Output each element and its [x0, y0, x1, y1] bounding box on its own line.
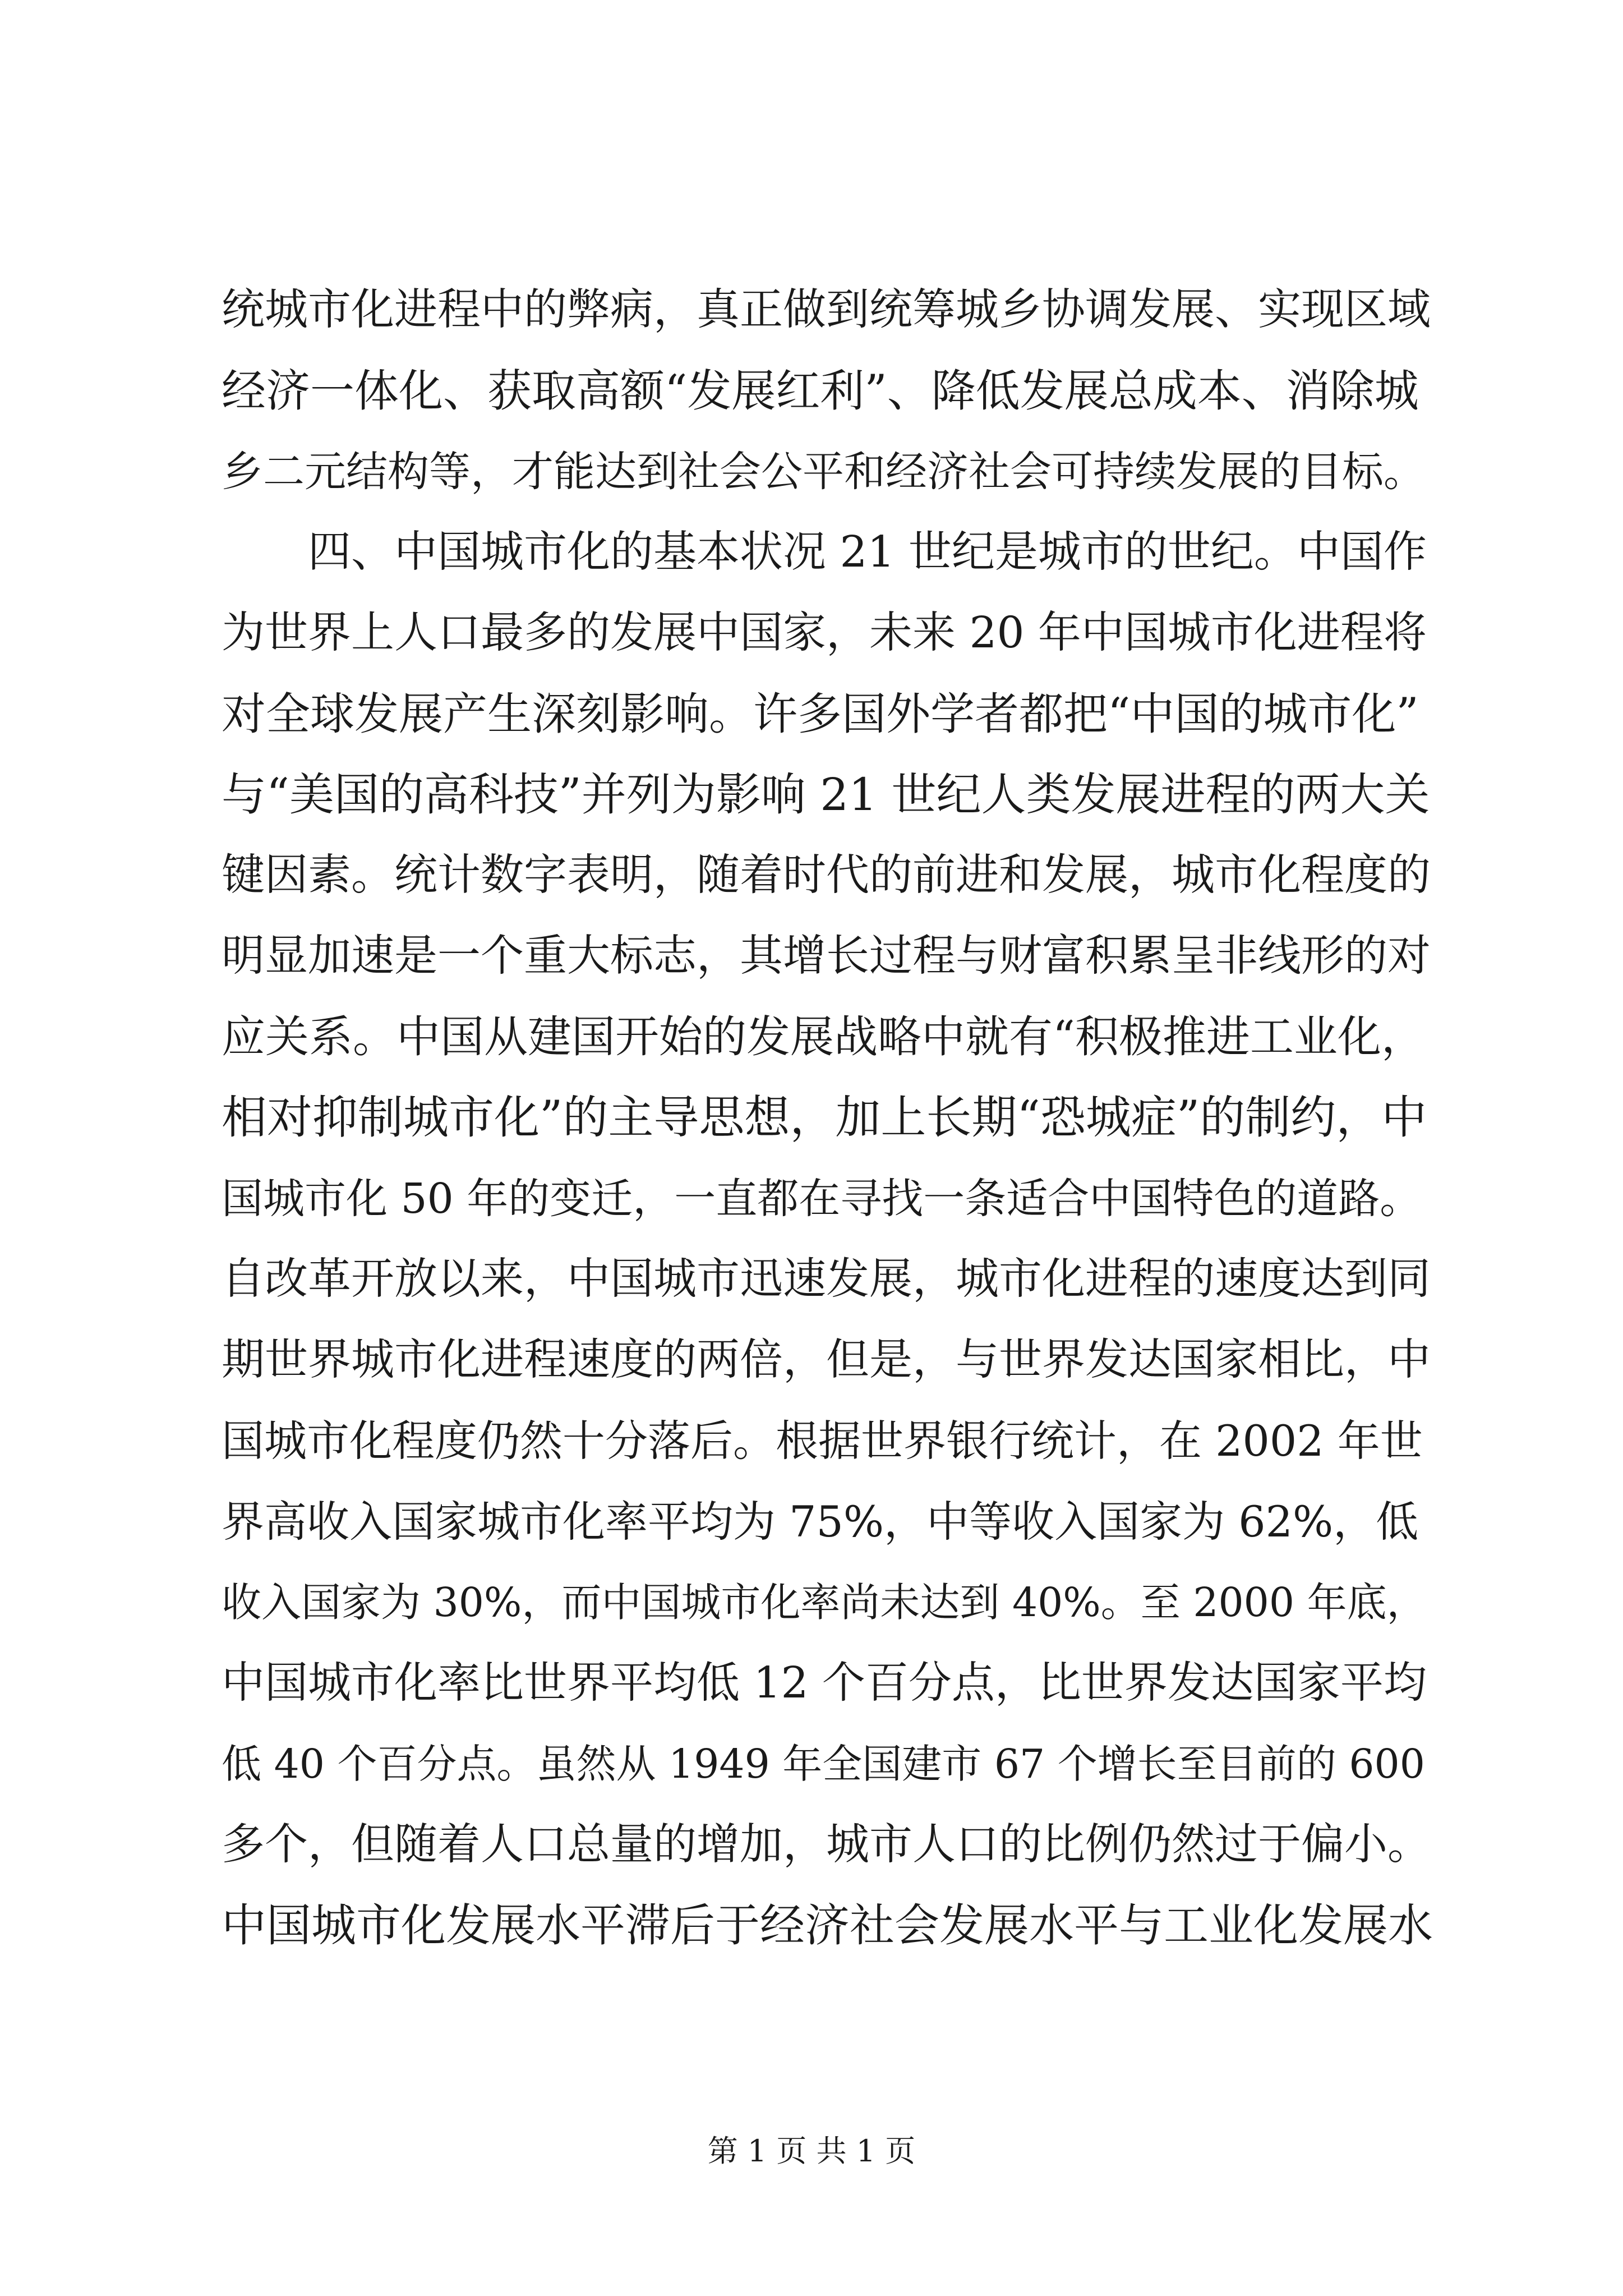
text-line-8: 键因素。统计数字表明，随着时代的前进和发展，城市化程度的: [222, 850, 1431, 900]
text-line-21: 中国城市化发展水平滞后于经济社会发展水平与工业化发展水: [222, 1899, 1433, 1952]
text-line-15: 国城市化程度仍然十分落后。根据世界银行统计，在 2002 年世: [222, 1416, 1423, 1466]
text-line-11: 相对抑制城市化”的主导思想，加上长期“恐城症”的制约，中: [222, 1092, 1427, 1144]
text-line-1: 统城市化进程中的弊病，真正做到统筹城乡协调发展、实现区域: [222, 285, 1431, 335]
page-footer: 第 1 页 共 1 页: [707, 2133, 916, 2169]
text-line-19: 低 40 个百分点。虽然从 1949 年全国建市 67 个增长至目前的 600: [222, 1741, 1425, 1787]
text-line-3: 乡二元结构等，才能达到社会公平和经济社会可持续发展的目标。: [222, 448, 1425, 496]
text-line-9: 明显加速是一个重大标志，其增长过程与财富积累呈非线形的对: [222, 931, 1431, 981]
text-line-16: 界高收入国家城市化率平均为 75%，中等收入国家为 62%，低: [222, 1497, 1419, 1547]
text-line-2: 经济一体化、获取高额“发展红利”、降低发展总成本、消除城: [222, 365, 1419, 417]
text-line-20: 多个，但随着人口总量的增加，城市人口的比例仍然过于偏小。: [222, 1820, 1431, 1870]
text-line-7: 与“美国的高科技”并列为影响 21 世纪人类发展进程的两大关: [222, 769, 1430, 821]
text-line-17: 收入国家为 30%，而中国城市化率尚未达到 40%。至 2000 年底，: [222, 1579, 1427, 1626]
text-line-12: 国城市化 50 年的变迁，一直都在寻找一条适合中国特色的道路。: [222, 1175, 1422, 1223]
text-line-14: 期世界城市化进程速度的两倍，但是，与世界发达国家相比，中: [222, 1335, 1431, 1385]
text-line-13: 自改革开放以来，中国城市迅速发展，城市化进程的速度达到同: [222, 1254, 1431, 1304]
text-line-10: 应关系。中国从建国开始的发展战略中就有“积极推进工业化，: [222, 1012, 1425, 1062]
text-line-4: 四、中国城市化的基本状况 21 世纪是城市的世纪。中国作: [222, 527, 1427, 577]
text-line-5: 为世界上人口最多的发展中国家，未来 20 年中国城市化进程将: [222, 608, 1427, 658]
text-line-6: 对全球发展产生深刻影响。许多国外学者都把“中国的城市化”: [222, 688, 1419, 740]
text-line-18: 中国城市化率比世界平均低 12 个百分点，比世界发达国家平均: [222, 1658, 1427, 1708]
